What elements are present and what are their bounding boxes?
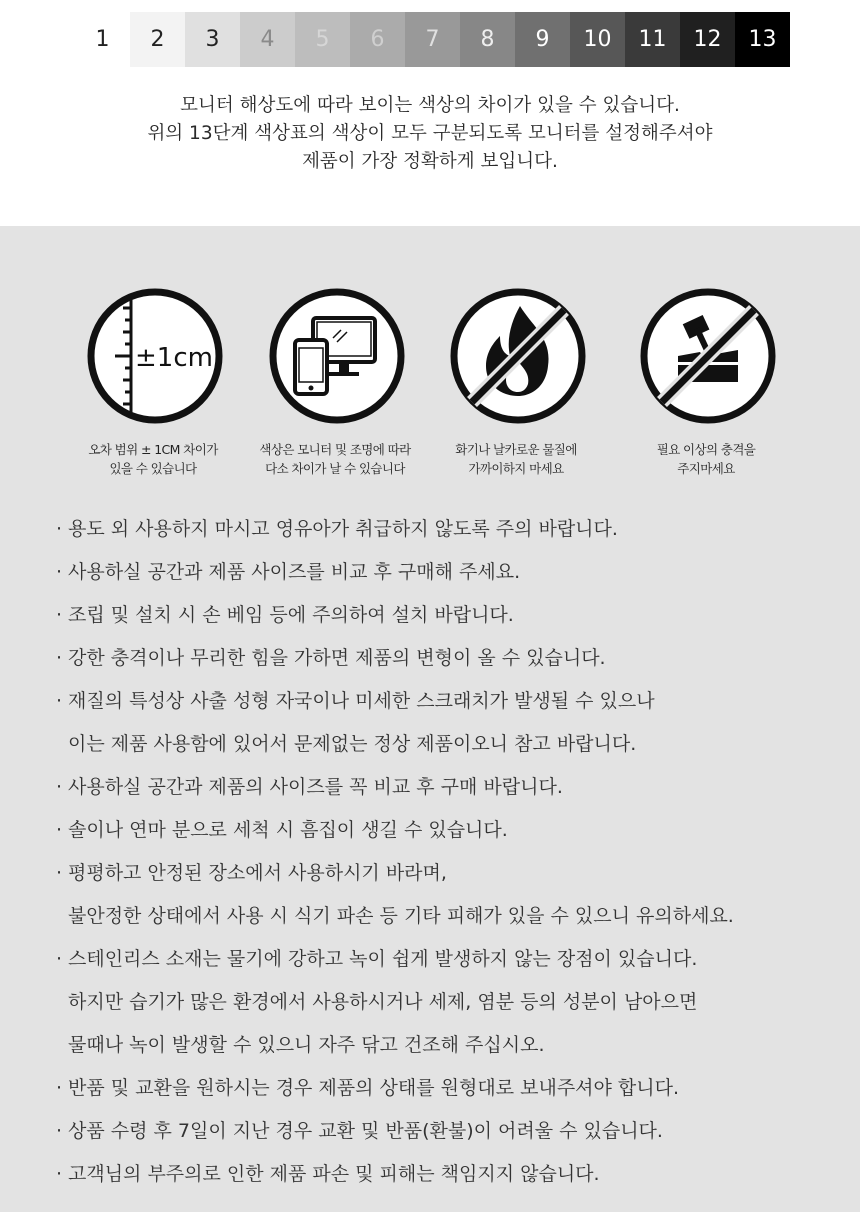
color-step: 4 — [240, 12, 295, 67]
note-text: 솔이나 연마 분으로 세척 시 흠집이 생길 수 있습니다. — [68, 819, 508, 841]
color-calibration-section — [0, 0, 860, 226]
note-text: 상품 수령 후 7일이 지난 경우 교환 및 반품(환불)이 어려울 수 있습니다. — [68, 1120, 663, 1142]
caption-line: 주지마세요 — [677, 461, 735, 476]
note-continuation — [56, 723, 734, 766]
no-fire-icon — [448, 286, 588, 426]
tolerance-text: ±1cm — [135, 343, 213, 373]
color-step: 8 — [460, 12, 515, 67]
note-item — [56, 551, 734, 594]
monitor-notice-line: 모니터 해상도에 따라 보이는 색상의 차이가 있을 수 있습니다. — [180, 95, 680, 116]
note-text: 스테인리스 소재는 물기에 강하고 녹이 쉽게 발생하지 않는 장점이 있습니다. — [68, 948, 698, 970]
bullet-dot: · — [56, 647, 63, 669]
bullet-dot: · — [56, 948, 63, 970]
color-step: 2 — [130, 12, 185, 67]
note-continuation — [56, 895, 734, 938]
bullet-dot: · — [56, 604, 63, 626]
bullet-dot: · — [56, 1163, 63, 1185]
note-text: 물때나 녹이 발생할 수 있으니 자주 닦고 건조해 주십시오. — [68, 1034, 545, 1056]
icon-caption — [416, 440, 616, 478]
bullet-dot: · — [56, 561, 63, 583]
note-text: 강한 충격이나 무리한 힘을 가하면 제품의 변형이 올 수 있습니다. — [68, 647, 606, 669]
bullet-dot: · — [56, 1077, 63, 1099]
color-step: 10 — [570, 12, 625, 67]
note-item — [56, 637, 734, 680]
note-text: 평평하고 안정된 장소에서 사용하시기 바라며, — [68, 862, 447, 884]
note-item — [56, 852, 734, 895]
note-text: 사용하실 공간과 제품 사이즈를 비교 후 구매해 주세요. — [68, 561, 521, 583]
bullet-dot: · — [56, 518, 63, 540]
note-item — [56, 594, 734, 637]
note-text: 고객님의 부주의로 인한 제품 파손 및 피해는 책임지지 않습니다. — [68, 1163, 600, 1185]
monitor-phone-icon — [267, 286, 407, 426]
bullet-dot: · — [56, 862, 63, 884]
note-item — [56, 1110, 734, 1153]
color-step: 7 — [405, 12, 460, 67]
color-step: 1 — [75, 12, 130, 67]
note-item — [56, 809, 734, 852]
note-item — [56, 680, 734, 723]
caption-line: 색상은 모니터 및 조명에 따라 — [259, 442, 411, 457]
note-text: 하지만 습기가 많은 환경에서 사용하시거나 세제, 염분 등의 성분이 남아으면 — [68, 991, 698, 1013]
note-item — [56, 1153, 734, 1196]
color-step: 3 — [185, 12, 240, 67]
caption-line: 있을 수 있습니다 — [109, 461, 197, 476]
icon-caption — [53, 440, 253, 478]
monitor-notice-line: 제품이 가장 정확하게 보입니다. — [302, 151, 558, 172]
note-item — [56, 508, 734, 551]
note-text: 재질의 특성상 사출 성형 자국이나 미세한 스크래치가 발생될 수 있으나 — [68, 690, 655, 712]
note-item — [56, 938, 734, 981]
ruler-tolerance-icon — [85, 286, 225, 426]
color-step: 9 — [515, 12, 570, 67]
color-step: 12 — [680, 12, 735, 67]
warning-icons — [0, 286, 860, 486]
caption-line: 화기나 날카로운 물질에 — [455, 442, 577, 457]
color-step: 11 — [625, 12, 680, 67]
note-text: 조립 및 설치 시 손 베임 등에 주의하여 설치 바랍니다. — [68, 604, 514, 626]
caption-line: 다소 차이가 날 수 있습니다 — [265, 461, 405, 476]
monitor-notice — [0, 92, 860, 176]
note-text: 이는 제품 사용함에 있어서 문제없는 정상 제품이오니 참고 바랍니다. — [68, 733, 637, 755]
caption-line: 가까이하지 마세요 — [468, 461, 564, 476]
care-notes-list — [56, 508, 734, 1196]
icon-caption — [235, 440, 435, 478]
caption-line: 필요 이상의 충격을 — [656, 442, 756, 457]
color-step: 5 — [295, 12, 350, 67]
caption-line: 오차 범위 ± 1CM 차이가 — [88, 442, 218, 457]
color-scale — [75, 12, 790, 67]
note-continuation — [56, 981, 734, 1024]
note-text: 불안정한 상태에서 사용 시 식기 파손 등 기타 피해가 있을 수 있으니 유의하세요. — [68, 905, 734, 927]
warnings-section — [0, 226, 860, 1212]
note-item — [56, 1067, 734, 1110]
note-item — [56, 766, 734, 809]
note-continuation — [56, 1024, 734, 1067]
note-text: 사용하실 공간과 제품의 사이즈를 꼭 비교 후 구매 바랍니다. — [68, 776, 563, 798]
bullet-dot: · — [56, 819, 63, 841]
bullet-dot: · — [56, 1120, 63, 1142]
bullet-dot: · — [56, 776, 63, 798]
bullet-dot: · — [56, 690, 63, 712]
note-text: 용도 외 사용하지 마시고 영유아가 취급하지 않도록 주의 바랍니다. — [68, 518, 618, 540]
color-step: 6 — [350, 12, 405, 67]
icon-caption — [606, 440, 806, 478]
color-step: 13 — [735, 12, 790, 67]
monitor-notice-line: 위의 13단계 색상표의 색상이 모두 구분되도록 모니터를 설정해주셔야 — [147, 123, 713, 144]
no-impact-icon — [638, 286, 778, 426]
note-text: 반품 및 교환을 원하시는 경우 제품의 상태를 원형대로 보내주셔야 합니다. — [68, 1077, 680, 1099]
